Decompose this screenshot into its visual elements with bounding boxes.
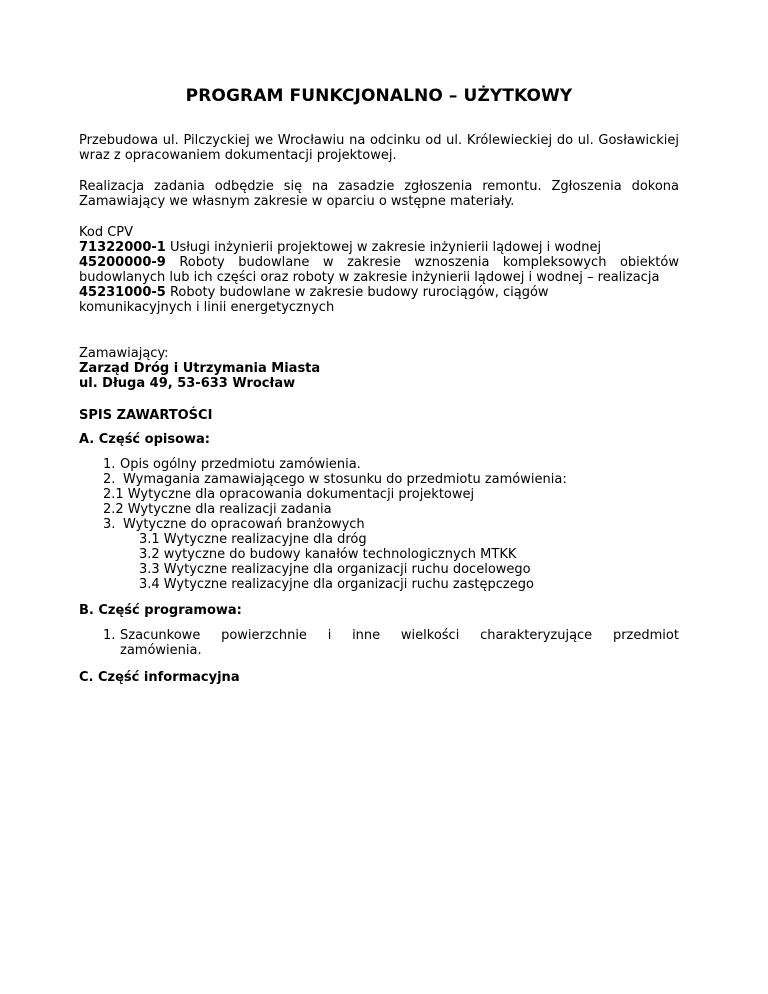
cpv-description: Roboty budowlane w zakresie wznoszenia kompleksowych obiektów budowlanych lub ich części oraz roboty w zakresie inżynierii lądowej i wodnej – realizacja [79,255,679,285]
list-item [103,457,679,472]
sub-list-item: 3.1 Wytyczne realizacyjne dla dróg [139,532,367,547]
word: przedmiot [612,628,679,643]
cpv-item [79,285,569,315]
sub-list-item: 3.2 wytyczne do budowy kanałów technologicznych MTKK [139,547,517,562]
list-number: 3. [103,517,116,532]
cpv-label: Kod CPV [79,225,134,240]
intro-paragraph: Przebudowa ul. Pilczyckiej we Wrocławiu na odcinku od ul. Królewieckiej do ul. Gosławickiej wraz z opracowaniem dokumentacji projektowej. [79,133,679,163]
word: inne [352,628,381,643]
list-text: Wytyczne do opracowań branżowych [123,517,365,532]
sub-list-item: 3.3 Wytyczne realizacyjne dla organizacji ruchu docelowego [139,562,531,577]
list-text: Opis ogólny przedmiotu zamówienia. [120,457,361,472]
sub-list-item: 2.2 Wytyczne dla realizacji zadania [103,502,332,517]
list-text-line: zamówienia. [120,643,202,658]
sub-list-item: 3.4 Wytyczne realizacyjne dla organizacji ruchu zastępczego [139,577,534,592]
list-text: Wymagania zamawiającego w stosunku do przedmiotu zamówienia: [123,472,567,487]
cpv-code: 45231000-5 [79,285,166,300]
part-a-list [103,457,679,592]
zamawiajacy-name: Zarząd Dróg i Utrzymania Miasta [79,361,321,376]
part-b-list [103,628,679,658]
sub-list-item: 2.1 Wytyczne dla opracowania dokumentacji projektowej [103,487,475,502]
cpv-code: 45200000-9 [79,255,166,270]
part-a-heading: A. Część opisowa: [79,432,211,447]
list-text [117,628,679,658]
list-number: 2. [103,472,116,487]
list-number: 1. [103,628,116,643]
cpv-description: Roboty budowlane w zakresie budowy rurociągów, ciągów komunikacyjnych i linii energetycznych [79,285,549,315]
zamawiajacy-section [79,346,679,391]
document-title: PROGRAM FUNKCJONALNO – UŻYTKOWY [185,86,573,106]
cpv-code: 71322000-1 [79,240,166,255]
list-item [103,517,679,532]
cpv-section [79,225,679,315]
list-text-line [117,628,679,643]
toc-heading: SPIS ZAWARTOŚCI [79,408,213,423]
cpv-item [79,255,679,285]
part-c-heading: C. Część informacyjna [79,670,240,685]
list-number: 1. [103,457,116,472]
list-item [103,472,679,487]
word: powierzchnie [221,628,307,643]
realizacja-paragraph: Realizacja zadania odbędzie się na zasadzie zgłoszenia remontu. Zgłoszenia dokona Zamawiający we własnym zakresie w oparciu o wstępne materiały. [79,179,679,209]
zamawiajacy-address: ul. Długa 49, 53-633 Wrocław [79,376,296,391]
word: Szacunkowe [120,628,201,643]
cpv-description: Usługi inżynierii projektowej w zakresie inżynierii lądowej i wodnej [165,240,602,255]
cpv-item [79,240,679,255]
word: charakteryzujące [480,628,593,643]
word: wielkości [400,628,460,643]
zamawiajacy-label: Zamawiający: [79,346,169,361]
part-b-heading: B. Część programowa: [79,603,242,618]
list-item [103,628,679,658]
word: i [327,628,332,643]
